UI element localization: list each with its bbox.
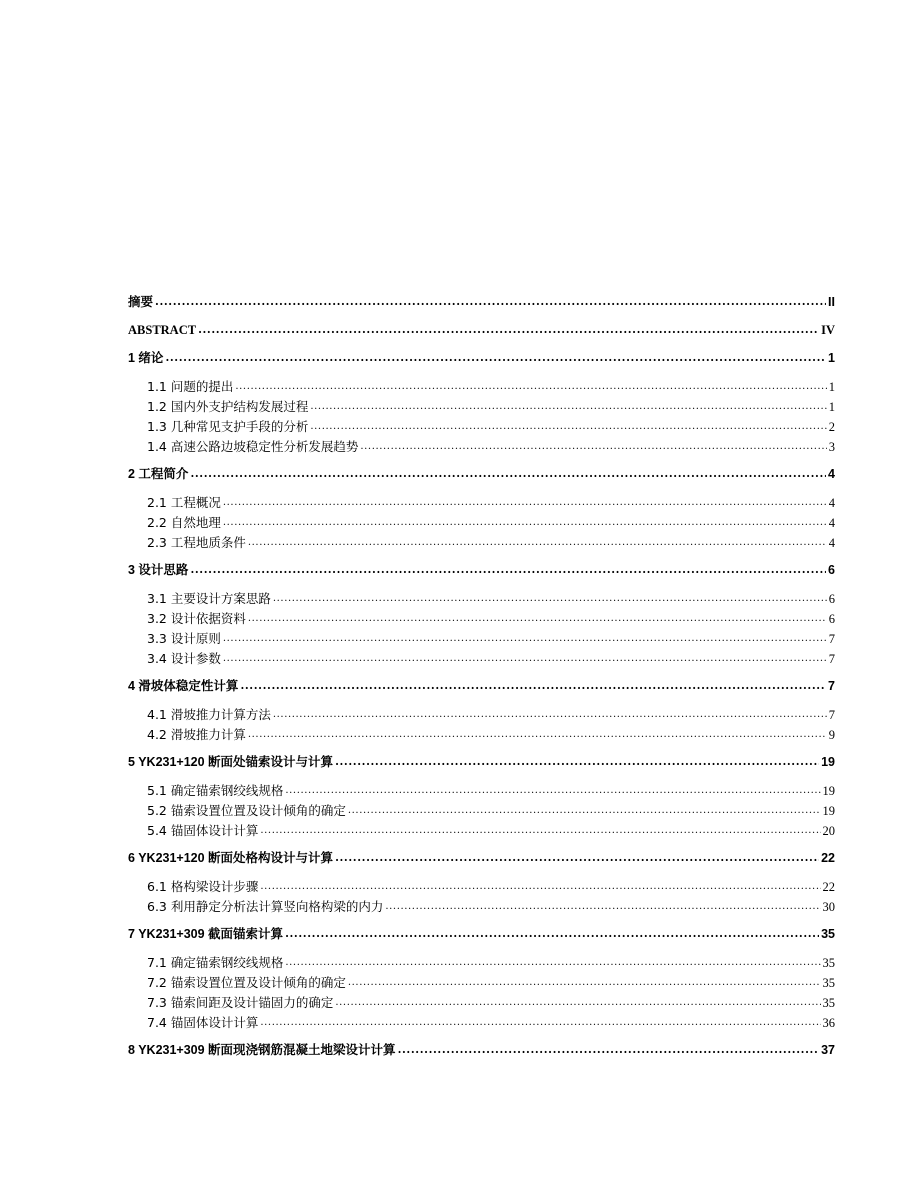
toc-entry-page: 7: [828, 708, 835, 722]
toc-dot-leader: [310, 397, 826, 415]
toc-entry-title: 6 YK231+120 断面处格构设计与计算: [128, 851, 334, 865]
toc-dot-leader: [348, 973, 821, 991]
toc-dot-leader: [398, 1041, 820, 1058]
toc-chapter-entry[interactable]: [128, 349, 835, 366]
toc-section-entry[interactable]: [128, 897, 835, 915]
toc-dot-leader: [285, 953, 820, 971]
toc-entry-title: 1.2 国内外支护结构发展过程: [147, 399, 309, 414]
toc-entry-page: 2: [828, 420, 835, 434]
toc-entry-title: 3.2 设计依据资料: [147, 611, 246, 626]
toc-entry-title: 6.1 格构梁设计步骤: [147, 879, 259, 894]
toc-entry-page: 1: [828, 351, 835, 365]
toc-entry-title: 1.4 高速公路边坡稳定性分析发展趋势: [147, 439, 359, 454]
toc-entry-title: 2.1 工程概况: [147, 495, 221, 510]
toc-section-entry[interactable]: [128, 973, 835, 991]
toc-dot-leader: [273, 705, 827, 723]
toc-chapter-entry[interactable]: [128, 677, 835, 694]
toc-section-entry[interactable]: [128, 417, 835, 435]
toc-dot-leader: [285, 781, 820, 799]
toc-entry-page: 22: [822, 880, 835, 894]
toc-dot-leader: [223, 513, 827, 531]
toc-entry-page: 7: [828, 632, 835, 646]
toc-entry-page: 4: [828, 516, 835, 530]
toc-entry-title: 1 绪论: [128, 351, 164, 365]
toc-section-entry[interactable]: [128, 781, 835, 799]
toc-entry-title: 8 YK231+309 断面现浇钢筋混凝土地梁设计计算: [128, 1043, 396, 1057]
toc-entry-title: 6.3 利用静定分析法计算竖向格构梁的内力: [147, 899, 384, 914]
toc-entry-title: 2 工程简介: [128, 467, 189, 481]
toc-entry-title: 5.2 锚索设置位置及设计倾角的确定: [147, 803, 346, 818]
toc-section-entry[interactable]: [128, 609, 835, 627]
toc-entry-title: 3.3 设计原则: [147, 631, 221, 646]
toc-chapter-entry[interactable]: [128, 1041, 835, 1058]
toc-section-entry[interactable]: [128, 993, 835, 1011]
toc-section-entry[interactable]: [128, 725, 835, 743]
toc-section-entry[interactable]: [128, 705, 835, 723]
toc-section-entry[interactable]: [128, 589, 835, 607]
toc-chapter-entry[interactable]: [128, 849, 835, 866]
toc-dot-leader: [198, 321, 819, 338]
toc-entry-page: 9: [828, 728, 835, 742]
toc-entry-page: 19: [822, 804, 835, 818]
toc-dot-leader: [385, 897, 820, 915]
toc-entry-title: 4 滑坡体稳定性计算: [128, 679, 239, 693]
toc-entry-title: 2.2 自然地理: [147, 515, 221, 530]
toc-entry-page: 4: [828, 536, 835, 550]
toc-entry-page: 3: [828, 440, 835, 454]
toc-entry-page: 36: [822, 1016, 835, 1030]
toc-entry-title: 1.1 问题的提出: [147, 379, 234, 394]
toc-entry-title: 5.4 锚固体设计计算: [147, 823, 259, 838]
toc-entry-title: ABSTRACT: [128, 323, 197, 337]
toc-entry-title: 3.1 主要设计方案思路: [147, 591, 271, 606]
toc-chapter-entry[interactable]: [128, 465, 835, 482]
toc-dot-leader: [235, 377, 826, 395]
toc-section-entry[interactable]: [128, 493, 835, 511]
toc-chapter-entry[interactable]: [128, 561, 835, 578]
toc-entry-page: 30: [822, 900, 835, 914]
toc-section-entry[interactable]: [128, 801, 835, 819]
toc-entry-title: 7.1 确定锚索钢绞线规格: [147, 955, 284, 970]
toc-entry-title: 1.3 几种常见支护手段的分析: [147, 419, 309, 434]
toc-entry-title: 摘要: [128, 295, 154, 309]
toc-dot-leader: [360, 437, 826, 455]
toc-entry-page: II: [828, 295, 835, 309]
toc-dot-leader: [248, 725, 827, 743]
toc-entry-title: 4.2 滑坡推力计算: [147, 727, 246, 742]
toc-entry-title: 2.3 工程地质条件: [147, 535, 246, 550]
toc-entry-page: 35: [821, 927, 835, 941]
toc-section-entry[interactable]: [128, 649, 835, 667]
toc-entry-title: 3 设计思路: [128, 563, 189, 577]
toc-entry-page: 1: [828, 380, 835, 394]
toc-dot-leader: [248, 533, 827, 551]
toc-entry-page: 22: [821, 851, 835, 865]
toc-dot-leader: [155, 293, 826, 310]
toc-dot-leader: [260, 1013, 820, 1031]
toc-dot-leader: [260, 877, 820, 895]
toc-entry-page: 35: [822, 996, 835, 1010]
toc-chapter-entry[interactable]: [128, 293, 835, 310]
toc-dot-leader: [240, 677, 826, 694]
toc-entry-page: 20: [822, 824, 835, 838]
toc-section-entry[interactable]: [128, 377, 835, 395]
toc-entry-page: 1: [828, 400, 835, 414]
toc-section-entry[interactable]: [128, 953, 835, 971]
toc-dot-leader: [348, 801, 821, 819]
toc-entry-title: 7.3 锚索间距及设计锚固力的确定: [147, 995, 334, 1010]
toc-section-entry[interactable]: [128, 397, 835, 415]
toc-section-entry[interactable]: [128, 533, 835, 551]
toc-chapter-entry[interactable]: [128, 753, 835, 770]
toc-dot-leader: [273, 589, 827, 607]
toc-entry-page: 6: [828, 563, 835, 577]
toc-entry-title: 3.4 设计参数: [147, 651, 221, 666]
toc-entry-page: 19: [821, 755, 835, 769]
toc-entry-title: 5 YK231+120 断面处锚索设计与计算: [128, 755, 334, 769]
toc-entry-page: 6: [828, 592, 835, 606]
toc-dot-leader: [223, 493, 827, 511]
toc-dot-leader: [335, 753, 819, 770]
toc-entry-page: 7: [828, 679, 835, 693]
toc-entry-page: 19: [822, 784, 835, 798]
toc-entry-title: 4.1 滑坡推力计算方法: [147, 707, 271, 722]
toc-entry-page: 6: [828, 612, 835, 626]
toc-chapter-entry[interactable]: [128, 321, 835, 338]
toc-dot-leader: [285, 925, 819, 942]
toc-section-entry[interactable]: [128, 877, 835, 895]
toc-dot-leader: [223, 649, 827, 667]
toc-entry-title: 7.4 锚固体设计计算: [147, 1015, 259, 1030]
toc-dot-leader: [335, 849, 819, 866]
toc-entry-page: 4: [828, 467, 835, 481]
toc-entry-page: 7: [828, 652, 835, 666]
toc-entry-page: 35: [822, 976, 835, 990]
toc-entry-page: 4: [828, 496, 835, 510]
toc-entry-title: 5.1 确定锚索钢绞线规格: [147, 783, 284, 798]
toc-entry-page: 37: [821, 1043, 835, 1057]
toc-dot-leader: [248, 609, 827, 627]
toc-dot-leader: [165, 349, 826, 366]
toc-entry-title: 7 YK231+309 截面锚索计算: [128, 927, 284, 941]
toc-dot-leader: [310, 417, 826, 435]
toc-section-entry[interactable]: [128, 437, 835, 455]
toc-entry-page: 35: [822, 956, 835, 970]
toc-dot-leader: [190, 465, 826, 482]
toc-entry-page: IV: [821, 323, 835, 337]
toc-dot-leader: [335, 993, 820, 1011]
toc-entry-title: 7.2 锚索设置位置及设计倾角的确定: [147, 975, 346, 990]
toc-dot-leader: [223, 629, 827, 647]
toc-section-entry[interactable]: [128, 513, 835, 531]
toc-section-entry[interactable]: [128, 821, 835, 839]
toc-dot-leader: [260, 821, 820, 839]
toc-chapter-entry[interactable]: [128, 925, 835, 942]
toc-section-entry[interactable]: [128, 629, 835, 647]
toc-section-entry[interactable]: [128, 1013, 835, 1031]
toc-dot-leader: [190, 561, 826, 578]
